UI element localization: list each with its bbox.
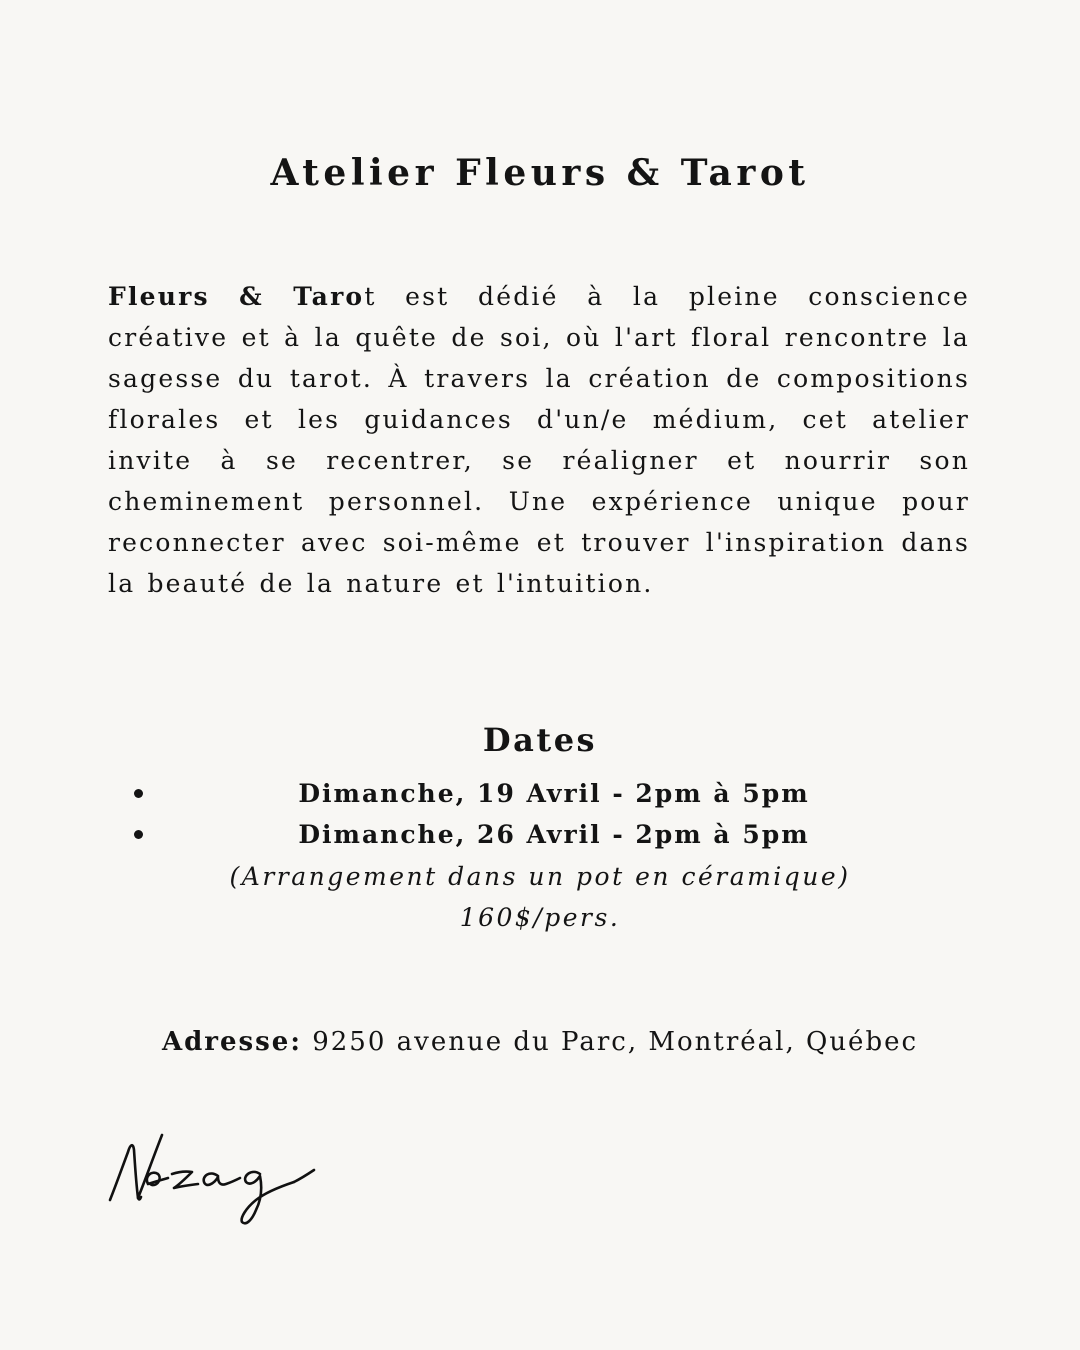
signature-logo xyxy=(106,1130,321,1230)
bullet-icon xyxy=(134,830,143,839)
date-item xyxy=(108,773,970,814)
address-value: 9250 avenue du Parc, Montréal, Québec xyxy=(301,1027,919,1057)
date-item xyxy=(108,814,970,855)
date-text: Dimanche, 19 Avril - 2pm à 5pm xyxy=(298,779,810,808)
address-label: Adresse: xyxy=(161,1027,302,1057)
page-title: Atelier Fleurs & Tarot xyxy=(270,152,810,194)
dates-heading: Dates xyxy=(482,721,598,759)
date-list xyxy=(108,773,970,855)
price-text: 160$/pers. xyxy=(459,903,621,932)
intro-paragraph xyxy=(108,276,970,604)
intro-brand: Fleurs & Taro xyxy=(108,282,365,311)
arrangement-note: (Arrangement dans un pot en céramique) xyxy=(229,862,851,891)
address-line xyxy=(0,1022,1080,1062)
date-text: Dimanche, 26 Avril - 2pm à 5pm xyxy=(298,820,810,849)
bullet-icon xyxy=(134,789,143,798)
intro-body: t est dédié à la pleine conscience créative et à la quête de soi, où l'art floral rencontre la sagesse du tarot. À travers la création de compositions florales et les guidances d'un/e médium, cet atelier invite à se recentrer, se réaligner et nourrir son cheminement personnel. Une expérience unique pour reconnecter avec soi-même et trouver l'inspiration dans la beauté de la nature et l'intuition. xyxy=(108,282,970,598)
